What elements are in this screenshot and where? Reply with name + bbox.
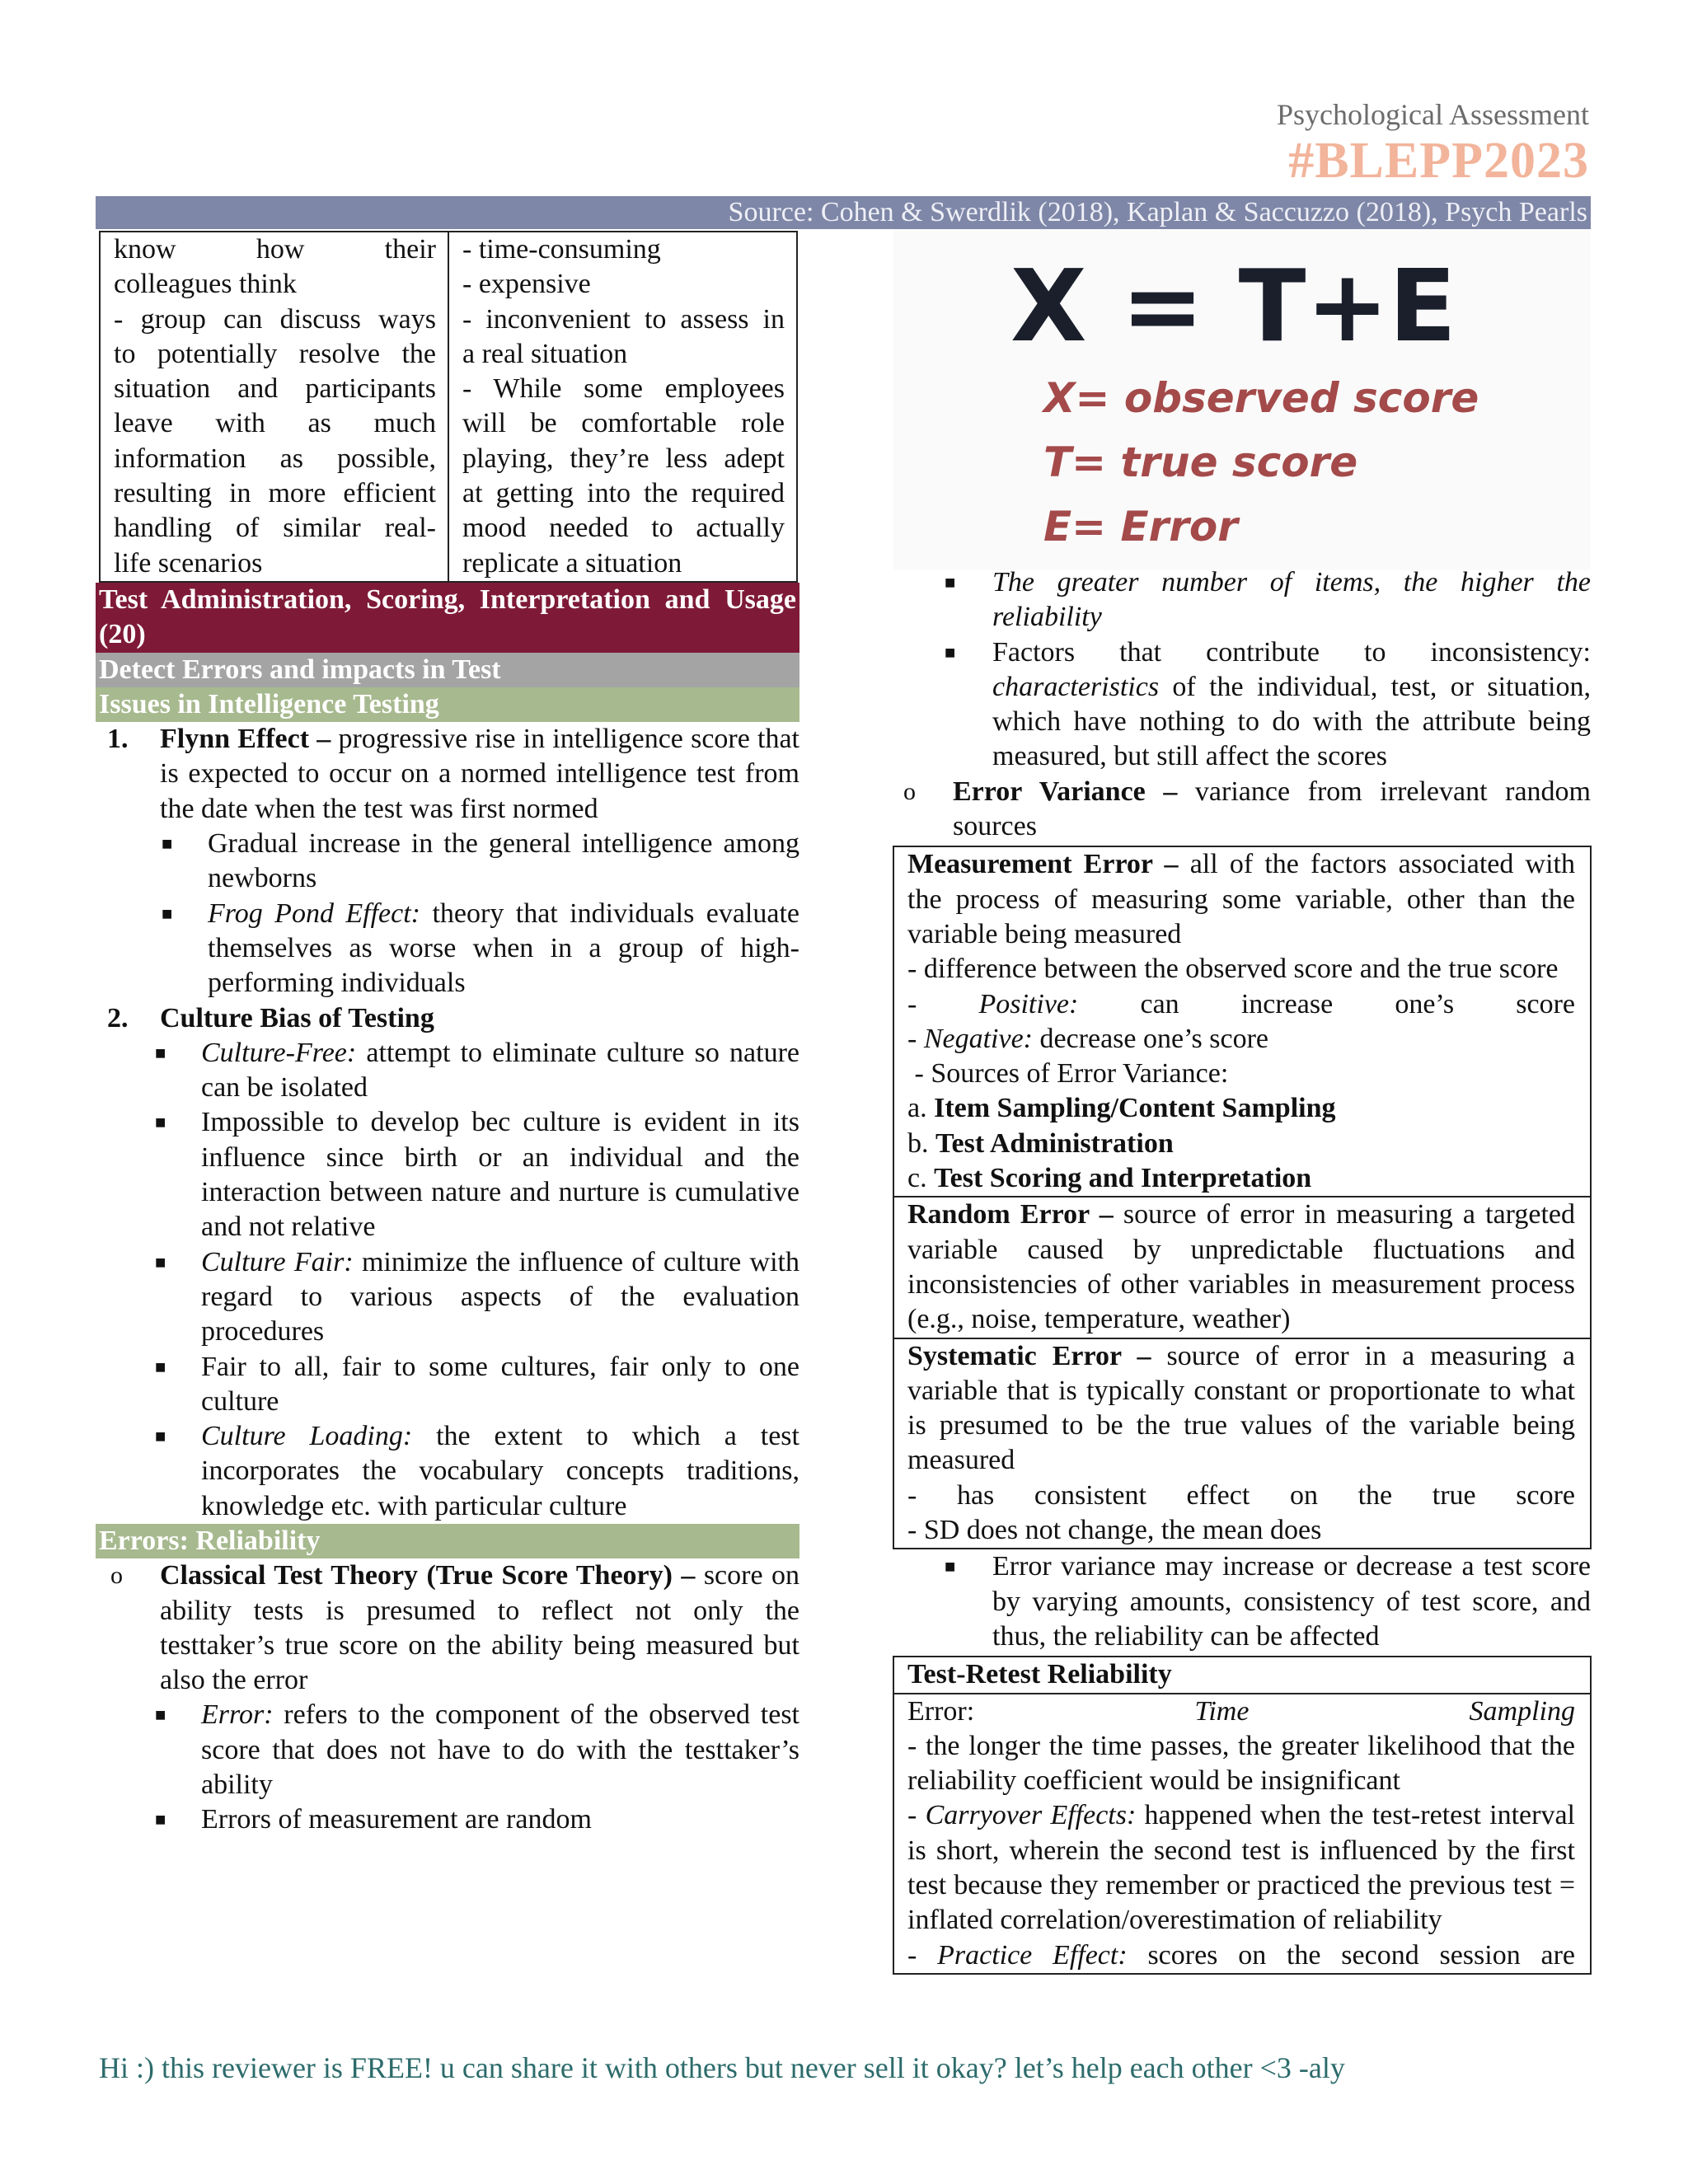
bullet-text: refers to the component of the observed test score that does not have to do with the testtaker’s ability (201, 1699, 799, 1801)
cons-line: mood needed to actually (462, 513, 785, 544)
pros-line: leave with as much (114, 408, 436, 439)
square-bullet-icon: ■ (945, 1556, 956, 1577)
error-term: Error: (201, 1699, 274, 1731)
definition-line: - has consistent effect on the true score (907, 1479, 1575, 1511)
pros-cell (100, 232, 448, 582)
bullet-text: Impossible to develop bec culture is evident in its influence since birth or an individual and the interaction between nature and nurture is cumulative and not relative (201, 1107, 799, 1243)
flynn-effect-text: progressive rise in intelligence score that is expected to occur on a normed intelligence test from the date when the test was first normed (160, 724, 799, 824)
pros-line: information as possible, (114, 443, 436, 474)
random-error-term: Random Error – (907, 1199, 1114, 1230)
square-bullet-icon: ■ (155, 1704, 166, 1726)
ctt-text: score on ability tests is presumed to reflect not only the testtaker’s true score on the ability being measured but also the error (160, 1560, 799, 1696)
source-label: c. (907, 1163, 935, 1194)
systematic-error-cell (893, 1338, 1591, 1549)
cons-line: at getting into the required (462, 478, 785, 509)
square-bullet-icon: ■ (945, 572, 956, 593)
positive-term: Positive: (978, 988, 1079, 1019)
definition-text: source of error in measuring a targeted variable caused by unpredictable fluctuations and inconsistencies of other variables in measurement process (e.g., noise, temperature, weather) (907, 1199, 1575, 1335)
pros-line: know how their (114, 234, 436, 265)
culture-bias-title: Culture Bias of Testing (160, 1002, 434, 1033)
source-label: a. (907, 1093, 935, 1124)
flynn-bullet (96, 827, 799, 897)
pros-line: life scenarios (114, 547, 263, 579)
square-bullet-icon: ■ (155, 1112, 166, 1133)
error-bullet (96, 1698, 799, 1802)
definition-line: scores on the second session are (1127, 1939, 1575, 1971)
square-bullet-icon: ■ (155, 1356, 166, 1377)
bullet-text: minimize the influence of culture with regard to various aspects of the evaluation procedures (201, 1246, 799, 1347)
systematic-error-term: Systematic Error – (907, 1340, 1151, 1371)
definition-text: all of the factors associated with the process of measuring some variable, other than the variable being measured (907, 849, 1575, 949)
definition-line: decrease one’s score (1033, 1023, 1269, 1054)
frog-pond-term: Frog Pond Effect: (208, 898, 421, 929)
error-variance-affects-bullet (893, 1549, 1591, 1654)
error-variance-item (893, 775, 1591, 845)
fair-to-all-bullet (96, 1350, 799, 1420)
bullet-text: variance from irrelevant random sources (953, 776, 1592, 842)
error-label: Error: (907, 1695, 1195, 1727)
definition-line: can increase one’s score (1078, 988, 1575, 1019)
test-retest-table (893, 1656, 1592, 1975)
cons-line: a real situation (462, 338, 628, 369)
random-error-cell (893, 1197, 1591, 1338)
classical-test-theory-item (96, 1558, 799, 1698)
flynn-effect-term: Flynn Effect – (160, 724, 331, 755)
source-item: Test Scoring and Interpretation (934, 1163, 1312, 1194)
cons-line: - While some employees (462, 373, 785, 405)
footer-note: Hi :) this reviewer is FREE! u can share it with others but never sell it okay? let’s help each other <3 -aly (99, 2051, 1345, 2084)
bullet-text: theory that individuals evaluate themselves as worse when in a group of high-performing individuals (208, 898, 799, 999)
pros-line: to potentially resolve the (114, 338, 436, 369)
culture-loading-bullet (96, 1419, 799, 1524)
characteristics-term: characteristics (992, 671, 1160, 702)
hashtag-title: #BLEPP2023 (1288, 133, 1589, 189)
pros-cons-table (99, 231, 798, 583)
measurement-error-term: Measurement Error – (907, 849, 1179, 880)
right-column (893, 231, 1591, 1975)
culture-free-term: Culture-Free: (201, 1037, 357, 1068)
source-item: Item Sampling/Content Sampling (934, 1093, 1336, 1124)
bullet-text: Errors of measurement are random (201, 1804, 592, 1835)
errors-random-bullet (96, 1802, 799, 1837)
bullet-text: The greater number of items, the higher the reliability (992, 567, 1591, 633)
definition-text: source of error in a measuring a variable that is typically constant or proportionate to what is presumed to be the true values of the variable being measured (907, 1340, 1575, 1476)
test-retest-body-cell: Error: Time Sampling - the longer the time passes, the greater likelihood that the reliability coefficient would be insignificant - Carryover Effects: happened when the test-retest interval is short, wherein the second test is influenced by the first test because they remember or practiced the previous test = inflated correlation/overestimation of reliability - Practice Effect: scores on the second session are (893, 1694, 1591, 1974)
formula-main-text: X = T+E (1010, 250, 1456, 364)
circle-bullet-icon: o (110, 1562, 123, 1590)
formula-x-text: X= observed score (1043, 374, 1479, 422)
cons-line: playing, they’re less adept (462, 443, 785, 474)
pros-line: resulting in more efficient (114, 478, 436, 509)
frog-pond-bullet (96, 897, 799, 1001)
definition-line: - SD does not change, the mean does (907, 1515, 1322, 1546)
square-bullet-icon: ■ (945, 641, 956, 663)
section-heading-detect-errors: Detect Errors and impacts in Test (96, 653, 799, 687)
bullet-text: Error variance may increase or decrease a test score by varying amounts, consistency of test score, and thus, the reliability can be affected (992, 1551, 1591, 1652)
circle-bullet-icon: o (903, 777, 916, 805)
test-retest-title: Test-Retest Reliability (907, 1659, 1172, 1690)
section-heading-errors-reliability: Errors: Reliability (96, 1524, 799, 1558)
cons-line: - time-consuming (462, 234, 661, 265)
course-title: Psychological Assessment (1277, 98, 1589, 131)
list-number: 1. (107, 724, 129, 755)
cons-cell (448, 232, 797, 582)
measurement-error-cell: Measurement Error – all of the factors associated with the process of measuring some variable, other than the variable being measured - difference between the observed score and the true score - Positive: can increase one’s score - Negative: decrease one’s score - Sources of Error Variance: a. Item Sampling/Content Sampling b. Test Administration c. Test Scoring and Interpretation (893, 846, 1591, 1197)
left-column (96, 231, 799, 1838)
square-bullet-icon: ■ (155, 1251, 166, 1272)
definition-line: happened when the test-retest interval is short, wherein the second test is influenced by the first test because they remember or practiced the previous test = inflated correlation/overestimation of reliability (907, 1800, 1575, 1936)
ctt-term: Classical Test Theory (True Score Theory) – (160, 1560, 696, 1591)
definition-line: - difference between the observed score and the true score (907, 954, 1559, 985)
list-number: 2. (107, 1002, 129, 1033)
culture-fair-term: Culture Fair: (201, 1246, 354, 1277)
square-bullet-icon: ■ (155, 1426, 166, 1447)
handwritten-formula (893, 229, 1591, 570)
square-bullet-icon: ■ (162, 902, 173, 924)
formula-svg (893, 229, 1591, 570)
bullet-text: the extent to which a test incorporates the vocabulary concepts traditions, knowledge etc. with particular culture (201, 1421, 799, 1521)
error-variance-term: Error Variance – (953, 776, 1178, 807)
impossible-bullet (96, 1105, 799, 1244)
square-bullet-icon: ■ (155, 1809, 166, 1830)
sources-heading: - Sources of Error Variance: (907, 1058, 1229, 1090)
culture-loading-term: Culture Loading: (201, 1421, 413, 1452)
formula-t-text: T= true score (1043, 438, 1358, 486)
carryover-effects-term: Carryover Effects: (925, 1800, 1137, 1831)
negative-term: Negative: (923, 1023, 1033, 1054)
cons-line: - expensive (462, 269, 591, 300)
section-heading-test-administration: Test Administration, Scoring, Interpretation and Usage (20) (96, 583, 799, 653)
flynn-effect-item (96, 722, 799, 827)
greater-items-bullet (893, 565, 1591, 635)
cons-line: - inconvenient to assess in (462, 303, 785, 335)
bullet-text: attempt to eliminate culture so nature can be isolated (201, 1037, 799, 1104)
pros-line: colleagues think (114, 269, 297, 300)
square-bullet-icon: ■ (162, 833, 173, 855)
source-label: b. (907, 1127, 935, 1159)
culture-bias-item (96, 1001, 799, 1036)
culture-free-bullet (96, 1036, 799, 1106)
practice-effect-term: Practice Effect: (937, 1939, 1128, 1971)
definition-line: - the longer the time passes, the greater likelihood that the reliability coefficient would be insignificant (907, 1730, 1575, 1797)
bullet-text: of the individual, test, or situation, which have nothing to do with the attribute being measured, but still affect the scores (992, 671, 1591, 772)
cons-line: will be comfortable role (462, 408, 785, 439)
bullet-text: Fair to all, fair to some cultures, fair only to one culture (201, 1351, 799, 1417)
source-bar: Source: Cohen & Swerdlik (2018), Kaplan & Saccuzzo (2018), Psych Pearls (96, 196, 1591, 229)
formula-e-text: E= Error (1043, 503, 1238, 551)
cons-line: replicate a situation (462, 547, 682, 579)
section-heading-intelligence-testing: Issues in Intelligence Testing (96, 687, 799, 722)
time-sampling-term: Time Sampling (1194, 1695, 1575, 1727)
pros-line: situation and participants (114, 373, 436, 405)
test-retest-header-cell (893, 1657, 1591, 1693)
culture-fair-bullet (96, 1245, 799, 1350)
source-item: Test Administration (935, 1127, 1174, 1159)
inconsistency-factors-bullet (893, 635, 1591, 775)
bullet-text: Gradual increase in the general intelligence among newborns (208, 828, 799, 894)
pros-line: handling of similar real- (114, 513, 436, 544)
square-bullet-icon: ■ (155, 1042, 166, 1063)
bullet-text: Factors that contribute to inconsistency: (992, 636, 1591, 668)
pros-line: - group can discuss ways (114, 303, 436, 335)
error-types-table (893, 846, 1592, 1549)
